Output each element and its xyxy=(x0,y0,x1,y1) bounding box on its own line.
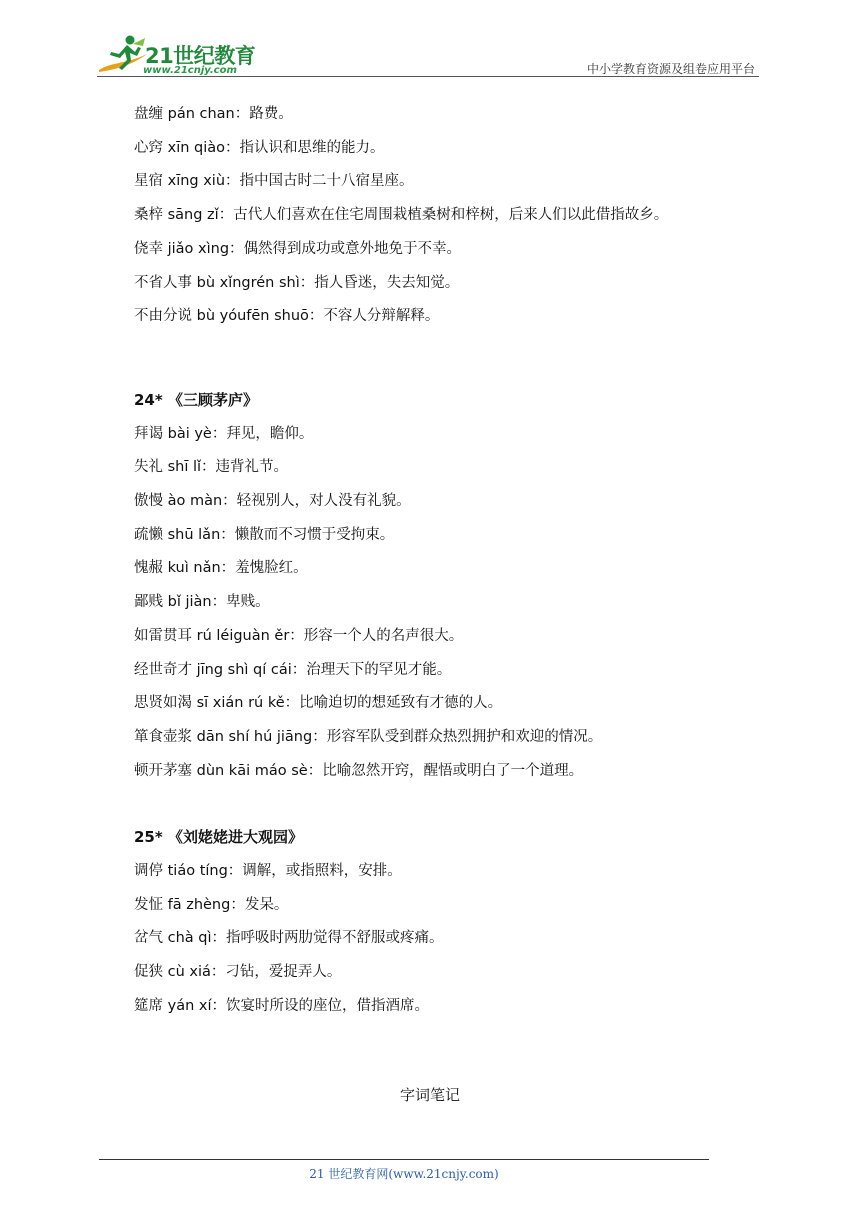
vocabulary-notes xyxy=(98,98,766,1024)
footer-divider xyxy=(99,1159,709,1160)
vocab-entry: 星宿 xīng xiù：指中国古时二十八宿星座。 xyxy=(134,173,414,190)
vocab-entry: 心窍 xīn qiào：指认识和思维的能力。 xyxy=(134,139,385,156)
header-divider xyxy=(97,76,759,77)
vocab-entry: 发怔 fā zhèng：发呆。 xyxy=(134,896,289,913)
vocab-entry: 促狭 cù xiá：刁钻，爱捉弄人。 xyxy=(134,964,342,981)
vocab-entry: 失礼 shī lǐ：违背礼节。 xyxy=(134,459,289,476)
vocab-entry: 箪食壶浆 dān shí hú jiāng：形容军队受到群众热烈拥护和欢迎的情况。 xyxy=(134,728,603,745)
section-25 xyxy=(98,821,766,1023)
vocab-entry: 如雷贯耳 rú léiguàn ěr：形容一个人的名声很大。 xyxy=(134,627,464,644)
runner-logo-icon xyxy=(97,32,149,76)
vocab-entry: 桑梓 sāng zǐ：古代人们喜欢在住宅周围栽植桑树和梓树，后来人们以此借指故乡。 xyxy=(134,207,669,224)
vocab-entry: 经世奇才 jīng shì qí cái：治理天下的罕见才能。 xyxy=(134,661,452,678)
vocab-entry: 不由分说 bù yóufēn shuō：不容人分辩解释。 xyxy=(134,308,440,325)
vocab-entry: 顿开茅塞 dùn kāi máo sè：比喻忽然开窍，醒悟或明白了一个道理。 xyxy=(134,762,584,779)
vocab-entry: 傲慢 ào màn：轻视别人，对人没有礼貌。 xyxy=(134,493,411,510)
vocab-entry: 鄙贱 bǐ jiàn：卑贱。 xyxy=(134,594,270,611)
vocab-entry: 拜谒 bài yè：拜见，瞻仰。 xyxy=(134,425,314,442)
logo-brand: 21世纪教育 xyxy=(145,44,256,68)
vocab-entry: 疏懒 shū lǎn：懒散而不习惯于受拘束。 xyxy=(134,526,395,543)
section-24 xyxy=(98,384,766,788)
footer-link[interactable]: 21 世纪教育网(www.21cnjy.com) xyxy=(309,1167,499,1181)
header-tagline: 中小学教育资源及组卷应用平台 xyxy=(586,62,755,76)
vocab-entry: 岔气 chà qì：指呼吸时两肋觉得不舒服或疼痛。 xyxy=(134,930,444,947)
section-title: 24* 《三顾茅庐》 xyxy=(134,390,258,409)
page-caption: 字词笔记 xyxy=(399,1086,460,1104)
vocab-entry: 愧赧 kuì nǎn：羞愧脸红。 xyxy=(134,560,308,577)
logo-url: www.21cnjy.com xyxy=(143,65,237,76)
vocab-entry: 思贤如渴 sī xián rú kě：比喻迫切的想延致有才德的人。 xyxy=(134,695,503,712)
logo xyxy=(97,32,257,76)
vocab-entry: 盘缠 pán chan：路费。 xyxy=(134,106,293,122)
vocab-entry: 不省人事 bù xǐngrén shì：指人昏迷，失去知觉。 xyxy=(134,274,460,291)
page-header xyxy=(97,32,759,78)
vocab-entry: 侥幸 jiǎo xìng：偶然得到成功或意外地免于不幸。 xyxy=(134,240,462,257)
vocab-entry: 筵席 yán xí：饮宴时所设的座位，借指酒席。 xyxy=(134,997,429,1014)
vocab-entry: 调停 tiáo tíng：调解，或指照料，安排。 xyxy=(134,863,402,880)
section-title: 25* 《刘姥姥进大观园》 xyxy=(134,828,303,847)
intro-entries xyxy=(98,98,766,334)
